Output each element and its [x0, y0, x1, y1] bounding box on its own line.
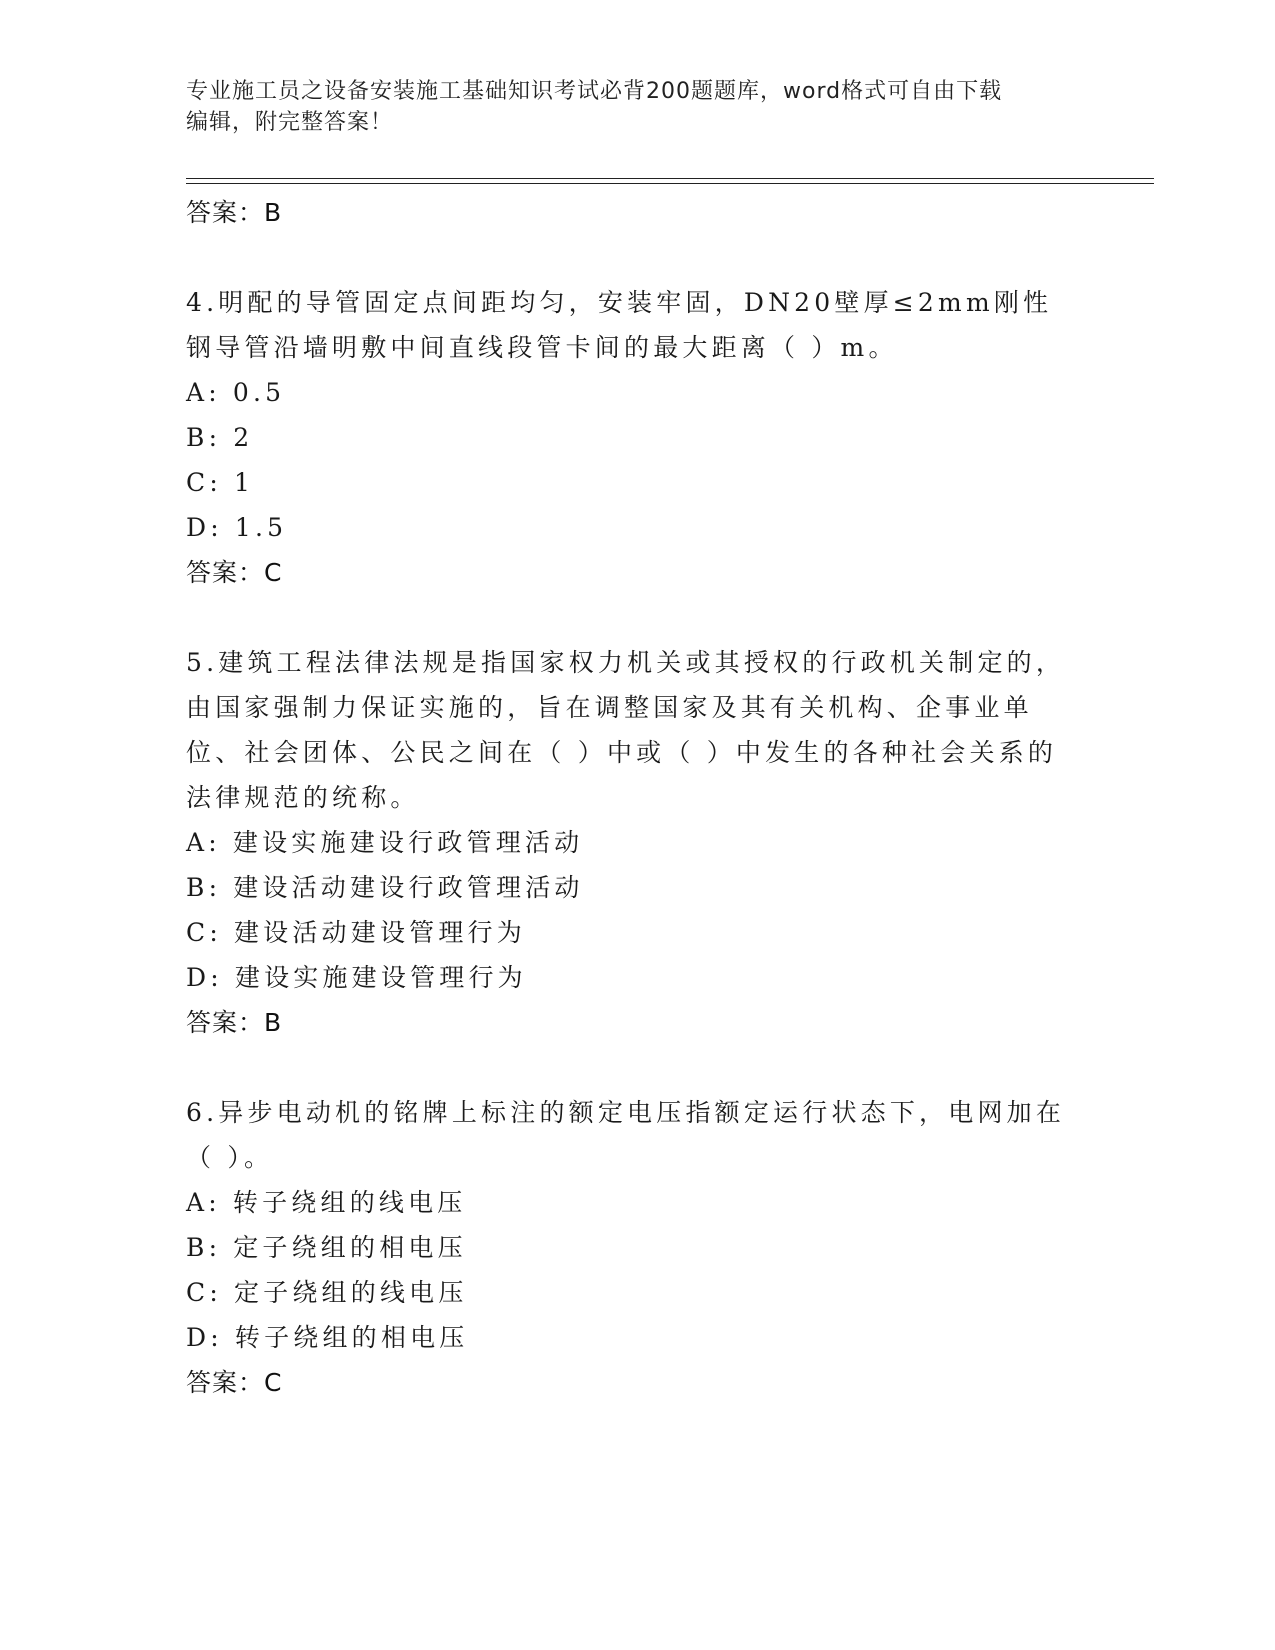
answer-line: 答案：C	[186, 1368, 283, 1397]
option-text: 转子绕组的线电压	[232, 1188, 467, 1217]
option-text: 1	[233, 468, 255, 497]
question-item	[186, 1090, 1066, 1405]
header-title-line-1: 专业施工员之设备安装施工基础知识考试必背200题题库，word格式可自由下载	[186, 79, 1003, 104]
option-key: C:	[186, 1278, 222, 1307]
header-divider-bottom	[186, 183, 1154, 184]
option-text: 建设实施建设行政管理活动	[232, 828, 584, 857]
option-c	[186, 1270, 1066, 1315]
option-a	[186, 1180, 1066, 1225]
option-text: 定子绕组的相电压	[233, 1233, 467, 1262]
question-stem: 6.异步电动机的铭牌上标注的额定电压指额定运行状态下，电网加在（ ）。	[186, 1098, 1066, 1172]
option-a	[186, 820, 1066, 865]
option-c	[186, 460, 1066, 505]
question-item	[186, 280, 1066, 595]
option-b	[186, 415, 1066, 460]
option-c	[186, 910, 1066, 955]
option-b	[186, 1225, 1066, 1270]
option-b	[186, 865, 1066, 910]
option-text: 转子绕组的相电压	[234, 1323, 469, 1352]
option-d	[186, 505, 1066, 550]
option-key: D:	[186, 963, 223, 992]
option-key: A:	[186, 378, 221, 407]
option-text: 建设活动建设管理行为	[233, 918, 526, 947]
question-item	[186, 640, 1066, 1045]
option-text: 2	[233, 423, 254, 452]
answer-line: 答案：C	[186, 558, 283, 587]
option-d	[186, 955, 1066, 1000]
answer-line: 答案：B	[186, 1008, 283, 1037]
question-list	[186, 190, 1066, 1405]
option-d	[186, 1315, 1066, 1360]
answer-line: 答案：B	[186, 198, 283, 227]
header-title-line-2: 编辑，附完整答案！	[186, 110, 394, 135]
option-text: 建设实施建设管理行为	[234, 963, 527, 992]
option-key: B:	[186, 873, 222, 902]
option-key: A:	[186, 828, 221, 857]
option-text: 建设活动建设行政管理活动	[233, 873, 584, 902]
option-key: D:	[186, 1323, 223, 1352]
question-stem: 4.明配的导管固定点间距均匀，安装牢固，DN20壁厚≤2mm刚性钢导管沿墙明敷中间直线段管卡间的最大距离（ ）m。	[186, 288, 1053, 362]
option-key: D:	[186, 513, 223, 542]
option-text: 0.5	[232, 378, 286, 407]
header-divider-top	[186, 178, 1154, 179]
option-a	[186, 370, 1066, 415]
option-text: 1.5	[234, 513, 288, 542]
question-stem: 5.建筑工程法律法规是指国家权力机关或其授权的行政机关制定的，由国家强制力保证实施的，旨在调整国家及其有关机构、企事业单位、社会团体、公民之间在（ ）中或（ ）中发生的各种社会关系的法律规范的统称。	[186, 648, 1066, 812]
option-key: B:	[186, 1233, 222, 1262]
page-header	[186, 76, 1066, 138]
option-key: A:	[186, 1188, 221, 1217]
option-key: B:	[186, 423, 222, 452]
option-key: C:	[186, 468, 222, 497]
option-text: 定子绕组的线电压	[233, 1278, 468, 1307]
option-key: C:	[186, 918, 222, 947]
